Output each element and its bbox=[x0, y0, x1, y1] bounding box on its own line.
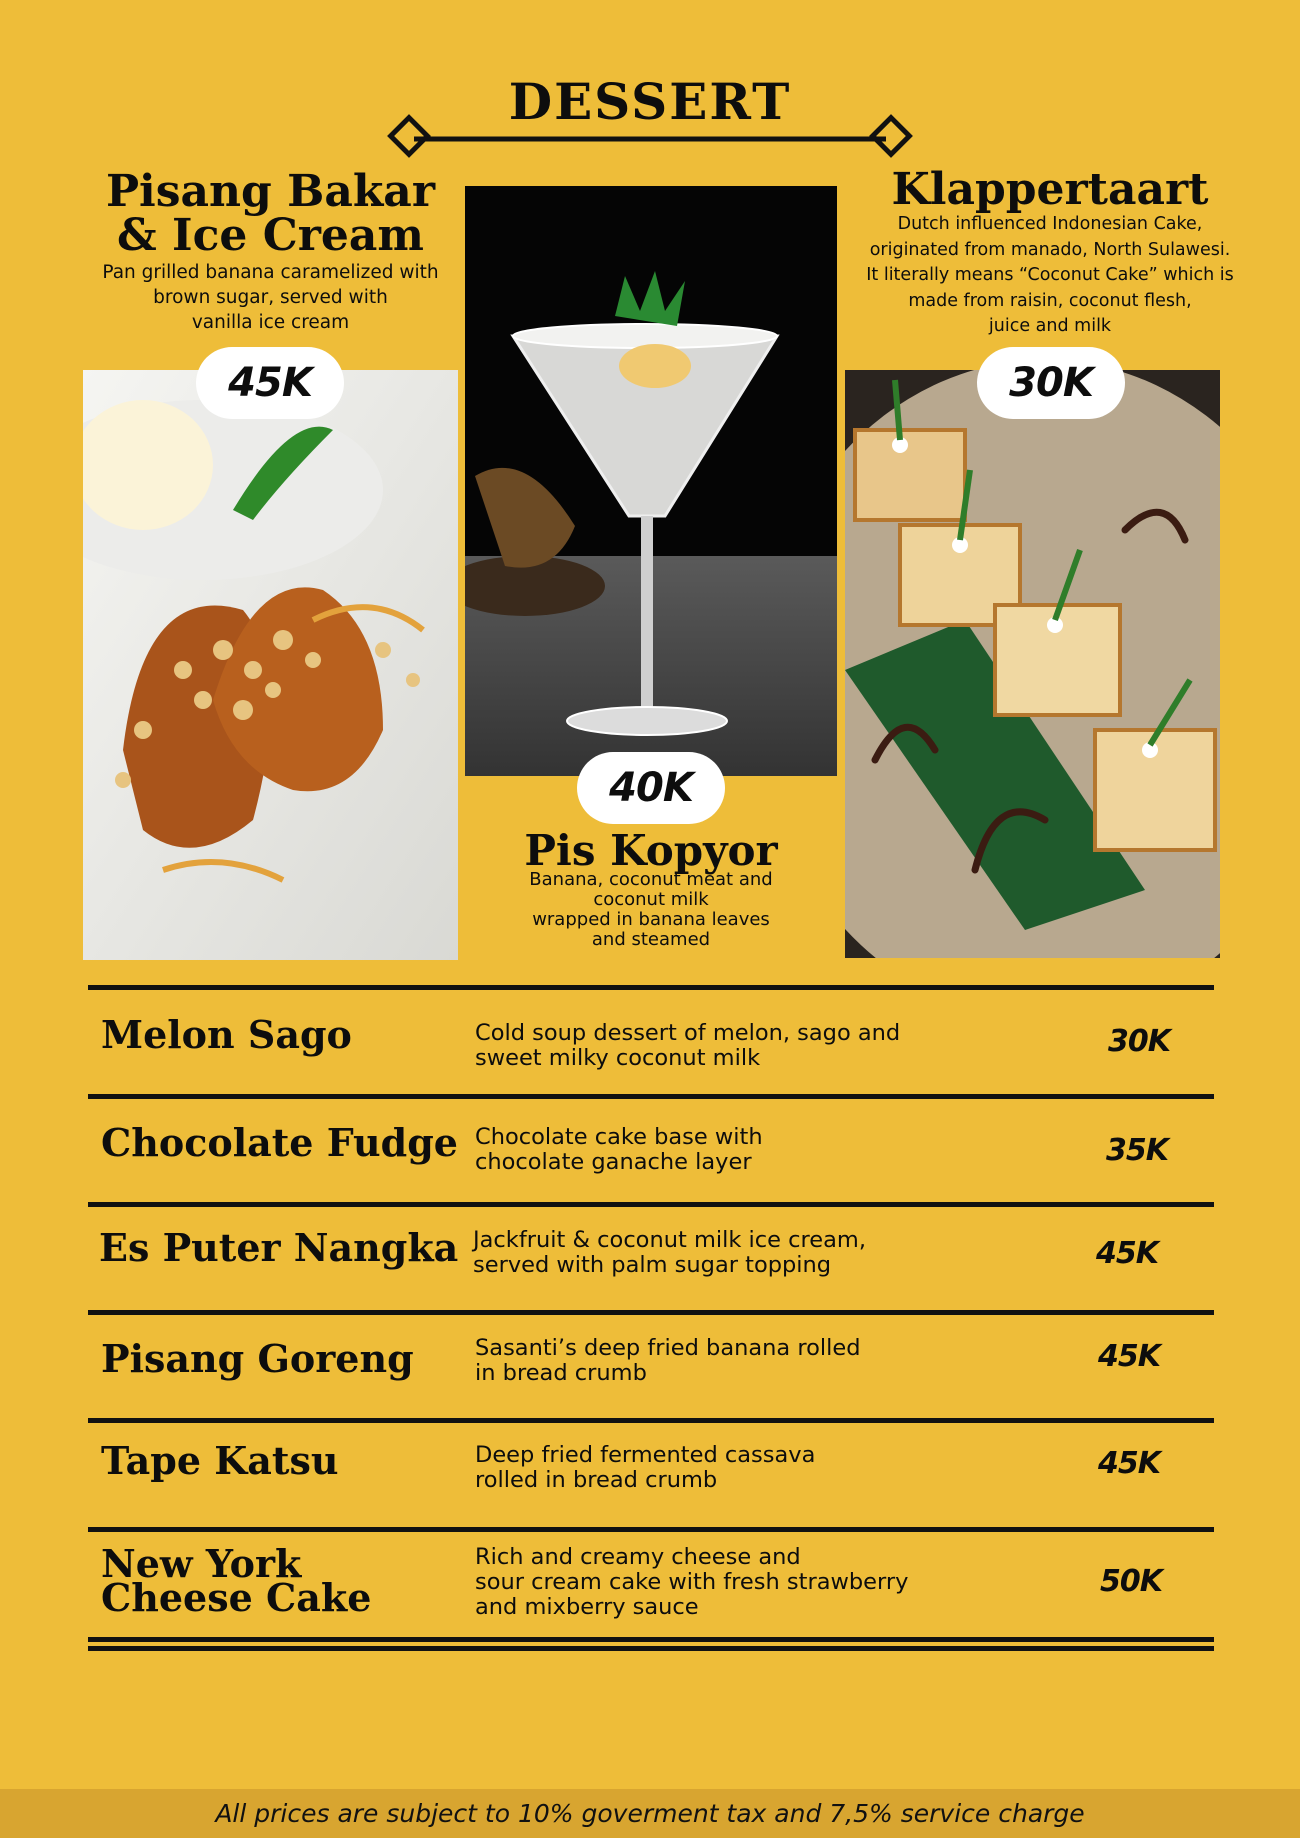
menu-item-name: Tape Katsu bbox=[101, 1438, 339, 1483]
featured-description: Dutch influenced Indonesian Cake, originated from manado, North Sulawesi. It literally means “Coconut Cake” which is made from raisin, coconut flesh, juice and milk bbox=[866, 214, 1234, 336]
menu-item-description: Rich and creamy cheese and sour cream cake with fresh strawberry and mixberry sauce bbox=[475, 1544, 909, 1620]
coconut-cake-photo bbox=[845, 370, 1220, 958]
featured-item-pis-kopyor bbox=[465, 826, 837, 950]
menu-item-description: Deep fried fermented cassava rolled in bread crumb bbox=[475, 1442, 816, 1493]
menu-item-es-puter-nangka bbox=[0, 1207, 1300, 1313]
menu-divider bbox=[88, 1637, 1214, 1642]
menu-item-name: Pisang Goreng bbox=[101, 1336, 414, 1381]
title-divider-ornament bbox=[384, 114, 916, 164]
menu-item-new-york-cheese-cake bbox=[0, 1532, 1300, 1642]
menu-item-chocolate-fudge bbox=[0, 1099, 1300, 1205]
featured-title: Pisang Bakar & Ice Cream bbox=[105, 166, 436, 261]
footer-band bbox=[0, 1789, 1300, 1838]
menu-item-name: Es Puter Nangka bbox=[99, 1225, 459, 1270]
tax-note: All prices are subject to 10% goverment tax and 7,5% service charge bbox=[215, 1799, 1085, 1828]
price-badge: 30K bbox=[977, 347, 1125, 419]
menu-item-pisang-goreng bbox=[0, 1315, 1300, 1421]
menu-item-description: Cold soup dessert of melon, sago and sweet milky coconut milk bbox=[475, 1020, 901, 1071]
price-badge: 40K bbox=[577, 752, 725, 824]
price-badge: 45K bbox=[196, 347, 344, 419]
menu-item-tape-katsu bbox=[0, 1423, 1300, 1529]
menu-item-price: 50K bbox=[1100, 1564, 1162, 1599]
menu-item-name: New York Cheese Cake bbox=[101, 1541, 372, 1620]
menu-item-price: 35K bbox=[1106, 1133, 1168, 1168]
featured-item-pisang-bakar bbox=[83, 166, 458, 335]
featured-title: Pis Kopyor bbox=[524, 826, 778, 875]
menu-item-description: Chocolate cake base with chocolate ganache layer bbox=[475, 1124, 763, 1175]
menu-item-price: 30K bbox=[1108, 1024, 1170, 1059]
menu-item-name: Chocolate Fudge bbox=[101, 1120, 458, 1165]
grilled-banana-photo bbox=[83, 370, 458, 960]
menu-item-description: Sasanti’s deep fried banana rolled in bread crumb bbox=[475, 1335, 861, 1386]
menu-item-price: 45K bbox=[1098, 1339, 1160, 1374]
featured-description: Banana, coconut meat and coconut milk wrapped in banana leaves and steamed bbox=[529, 869, 773, 950]
cocktail-glass-dessert-photo bbox=[465, 186, 837, 776]
menu-item-price: 45K bbox=[1098, 1446, 1160, 1481]
menu-divider bbox=[88, 1646, 1214, 1651]
page-title: DESSERT bbox=[508, 72, 792, 131]
featured-title: Klappertaart bbox=[891, 164, 1209, 215]
menu-item-name: Melon Sago bbox=[101, 1012, 352, 1057]
featured-description: Pan grilled banana caramelized with brown sugar, served with vanilla ice cream bbox=[102, 262, 439, 333]
menu-item-melon-sago bbox=[0, 990, 1300, 1096]
featured-item-klappertaart bbox=[835, 164, 1265, 340]
menu-item-price: 45K bbox=[1096, 1236, 1158, 1271]
menu-item-description: Jackfruit & coconut milk ice cream, served with palm sugar topping bbox=[473, 1227, 866, 1278]
